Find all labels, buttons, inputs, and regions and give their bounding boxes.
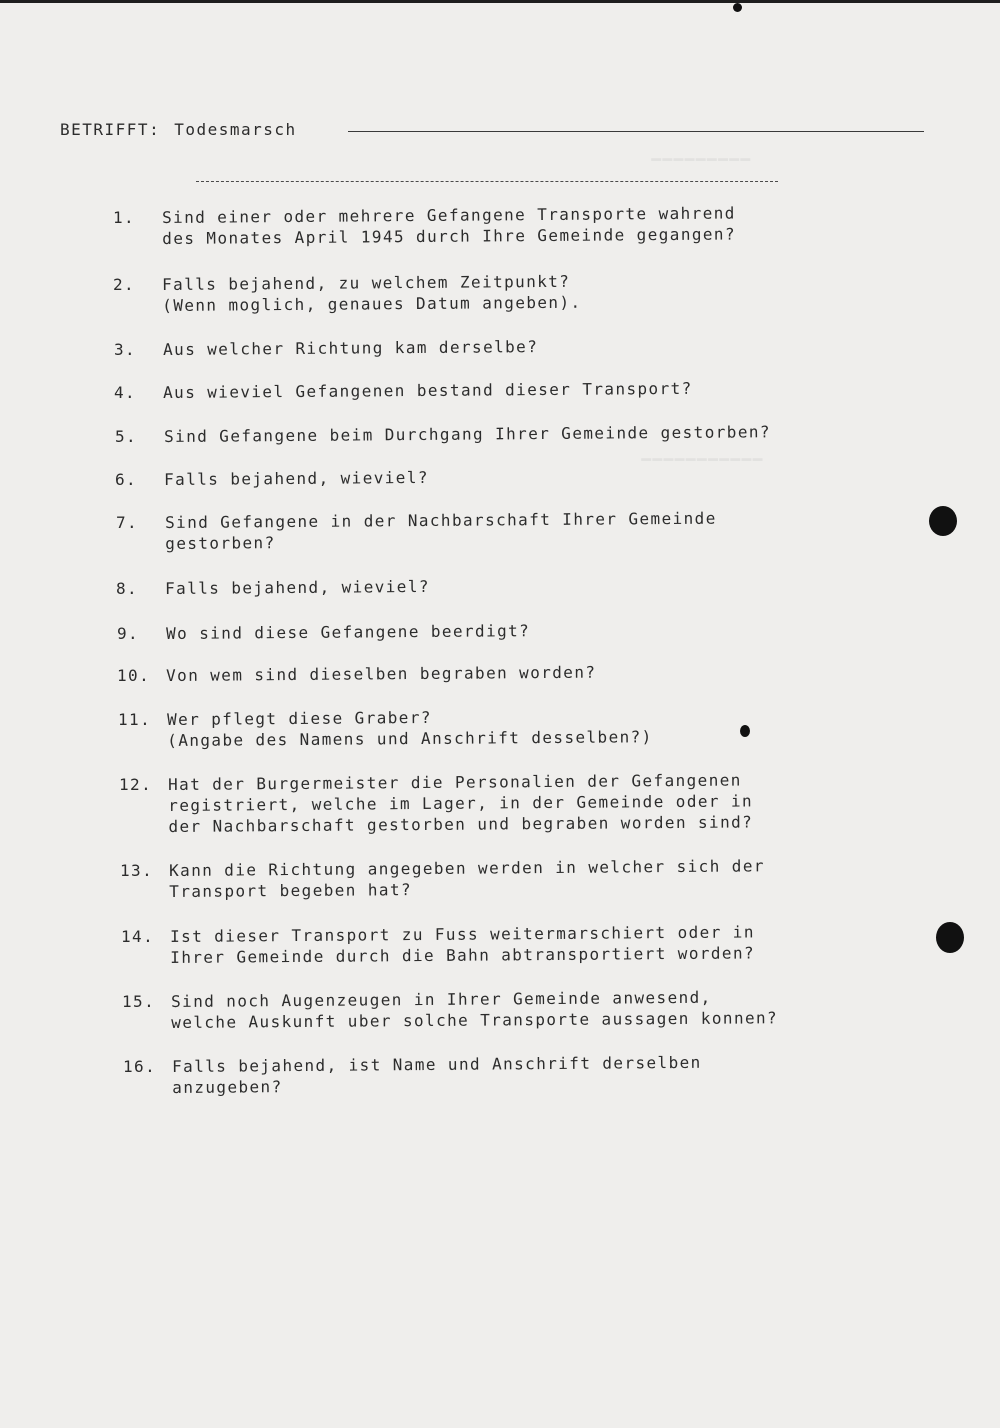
ink-spot bbox=[740, 725, 750, 737]
question-text bbox=[171, 986, 778, 1033]
question-line: Wo sind diese Gefangene beerdigt? bbox=[166, 621, 531, 643]
page-top-edge bbox=[0, 0, 1000, 3]
question-number: 7. bbox=[116, 513, 139, 532]
question-text bbox=[167, 705, 653, 751]
question-number: 5. bbox=[115, 427, 138, 446]
question-number: 13. bbox=[120, 861, 154, 880]
question-line: Sind Gefangene beim Durchgang Ihrer Gemeinde gestorben? bbox=[164, 422, 771, 446]
question-line: Sind noch Augenzeugen in Ihrer Gemeinde anwesend, bbox=[171, 987, 712, 1011]
question-line: Falls bejahend, wieviel? bbox=[164, 467, 429, 489]
question-line: Wer pflegt diese Graber? bbox=[167, 707, 432, 729]
question-text bbox=[164, 467, 429, 490]
question-line: gestorben? bbox=[165, 533, 276, 553]
question-number: 10. bbox=[117, 666, 151, 685]
question-line: (Wenn moglich, genaues Datum angeben). bbox=[162, 292, 582, 315]
question-line: Sind einer oder mehrere Gefangene Transporte wahrend bbox=[162, 203, 736, 227]
question-line: Transport begeben hat? bbox=[169, 880, 413, 901]
question-text bbox=[169, 855, 765, 902]
question-number: 15. bbox=[122, 992, 156, 1011]
question-text bbox=[165, 576, 430, 599]
question-text bbox=[166, 620, 530, 644]
question-line: der Nachbarschaft gestorben und begraben worden sind? bbox=[168, 812, 754, 836]
question-line: Falls bejahend, zu welchem Zeitpunkt? bbox=[162, 271, 571, 294]
question-text bbox=[168, 769, 753, 837]
question-text bbox=[162, 202, 736, 249]
question-line: Kann die Richtung angegeben werden in welcher sich der bbox=[169, 856, 765, 880]
subject-underline bbox=[348, 131, 924, 132]
question-number: 11. bbox=[118, 710, 152, 729]
question-number: 1. bbox=[113, 208, 136, 227]
question-line: Ihrer Gemeinde durch die Bahn abtransportiert worden? bbox=[170, 943, 756, 967]
question-line: Aus wieviel Gefangenen bestand dieser Transport? bbox=[163, 378, 693, 402]
question-line: des Monates April 1945 durch Ihre Gemeinde gegangen? bbox=[162, 224, 737, 248]
question-number: 9. bbox=[117, 624, 140, 643]
ink-spot bbox=[733, 3, 742, 12]
question-number: 8. bbox=[116, 579, 139, 598]
question-line: (Angabe des Namens und Anschrift desselben?) bbox=[167, 727, 653, 750]
question-number: 4. bbox=[114, 383, 137, 402]
question-line: registriert, welche im Lager, in der Gemeinde oder in bbox=[168, 791, 754, 815]
question-number: 12. bbox=[119, 775, 153, 794]
subject-line bbox=[60, 120, 297, 139]
subject-label: BETRIFFT: bbox=[60, 120, 161, 139]
question-text bbox=[163, 378, 693, 403]
question-text bbox=[165, 508, 717, 554]
punch-hole bbox=[929, 506, 957, 536]
question-line: Ist dieser Transport zu Fuss weitermarschiert oder in bbox=[170, 922, 755, 946]
question-text bbox=[163, 336, 538, 360]
question-number: 6. bbox=[115, 470, 138, 489]
question-line: Hat der Burgermeister die Personalien der Gefangenen bbox=[168, 770, 742, 794]
question-text bbox=[172, 1052, 702, 1098]
subject-value: Todesmarsch bbox=[174, 120, 297, 139]
punch-hole bbox=[936, 922, 964, 953]
question-line: Falls bejahend, ist Name und Anschrift derselben bbox=[172, 1052, 702, 1076]
question-line: Falls bejahend, wieviel? bbox=[165, 576, 430, 598]
question-line: welche Auskunft uber solche Transporte aussagen konnen? bbox=[171, 1008, 779, 1032]
question-line: Von wem sind dieselben begraben worden? bbox=[166, 662, 597, 685]
show-through-mark: ━━━━━━━━━━━ bbox=[640, 450, 763, 469]
question-line: anzugeben? bbox=[172, 1077, 283, 1097]
question-text bbox=[170, 921, 755, 968]
question-number: 16. bbox=[123, 1057, 157, 1076]
question-text bbox=[166, 662, 596, 686]
question-number: 3. bbox=[114, 340, 137, 359]
question-number: 2. bbox=[113, 275, 136, 294]
question-line: Aus welcher Richtung kam derselbe? bbox=[163, 337, 539, 359]
question-number: 14. bbox=[121, 927, 155, 946]
show-through-mark: ━━━━━━━━━ bbox=[650, 150, 751, 169]
question-text bbox=[162, 271, 582, 316]
subject-second-line bbox=[196, 181, 778, 182]
question-text bbox=[164, 421, 771, 447]
question-line: Sind Gefangene in der Nachbarschaft Ihrer Gemeinde bbox=[165, 508, 717, 532]
